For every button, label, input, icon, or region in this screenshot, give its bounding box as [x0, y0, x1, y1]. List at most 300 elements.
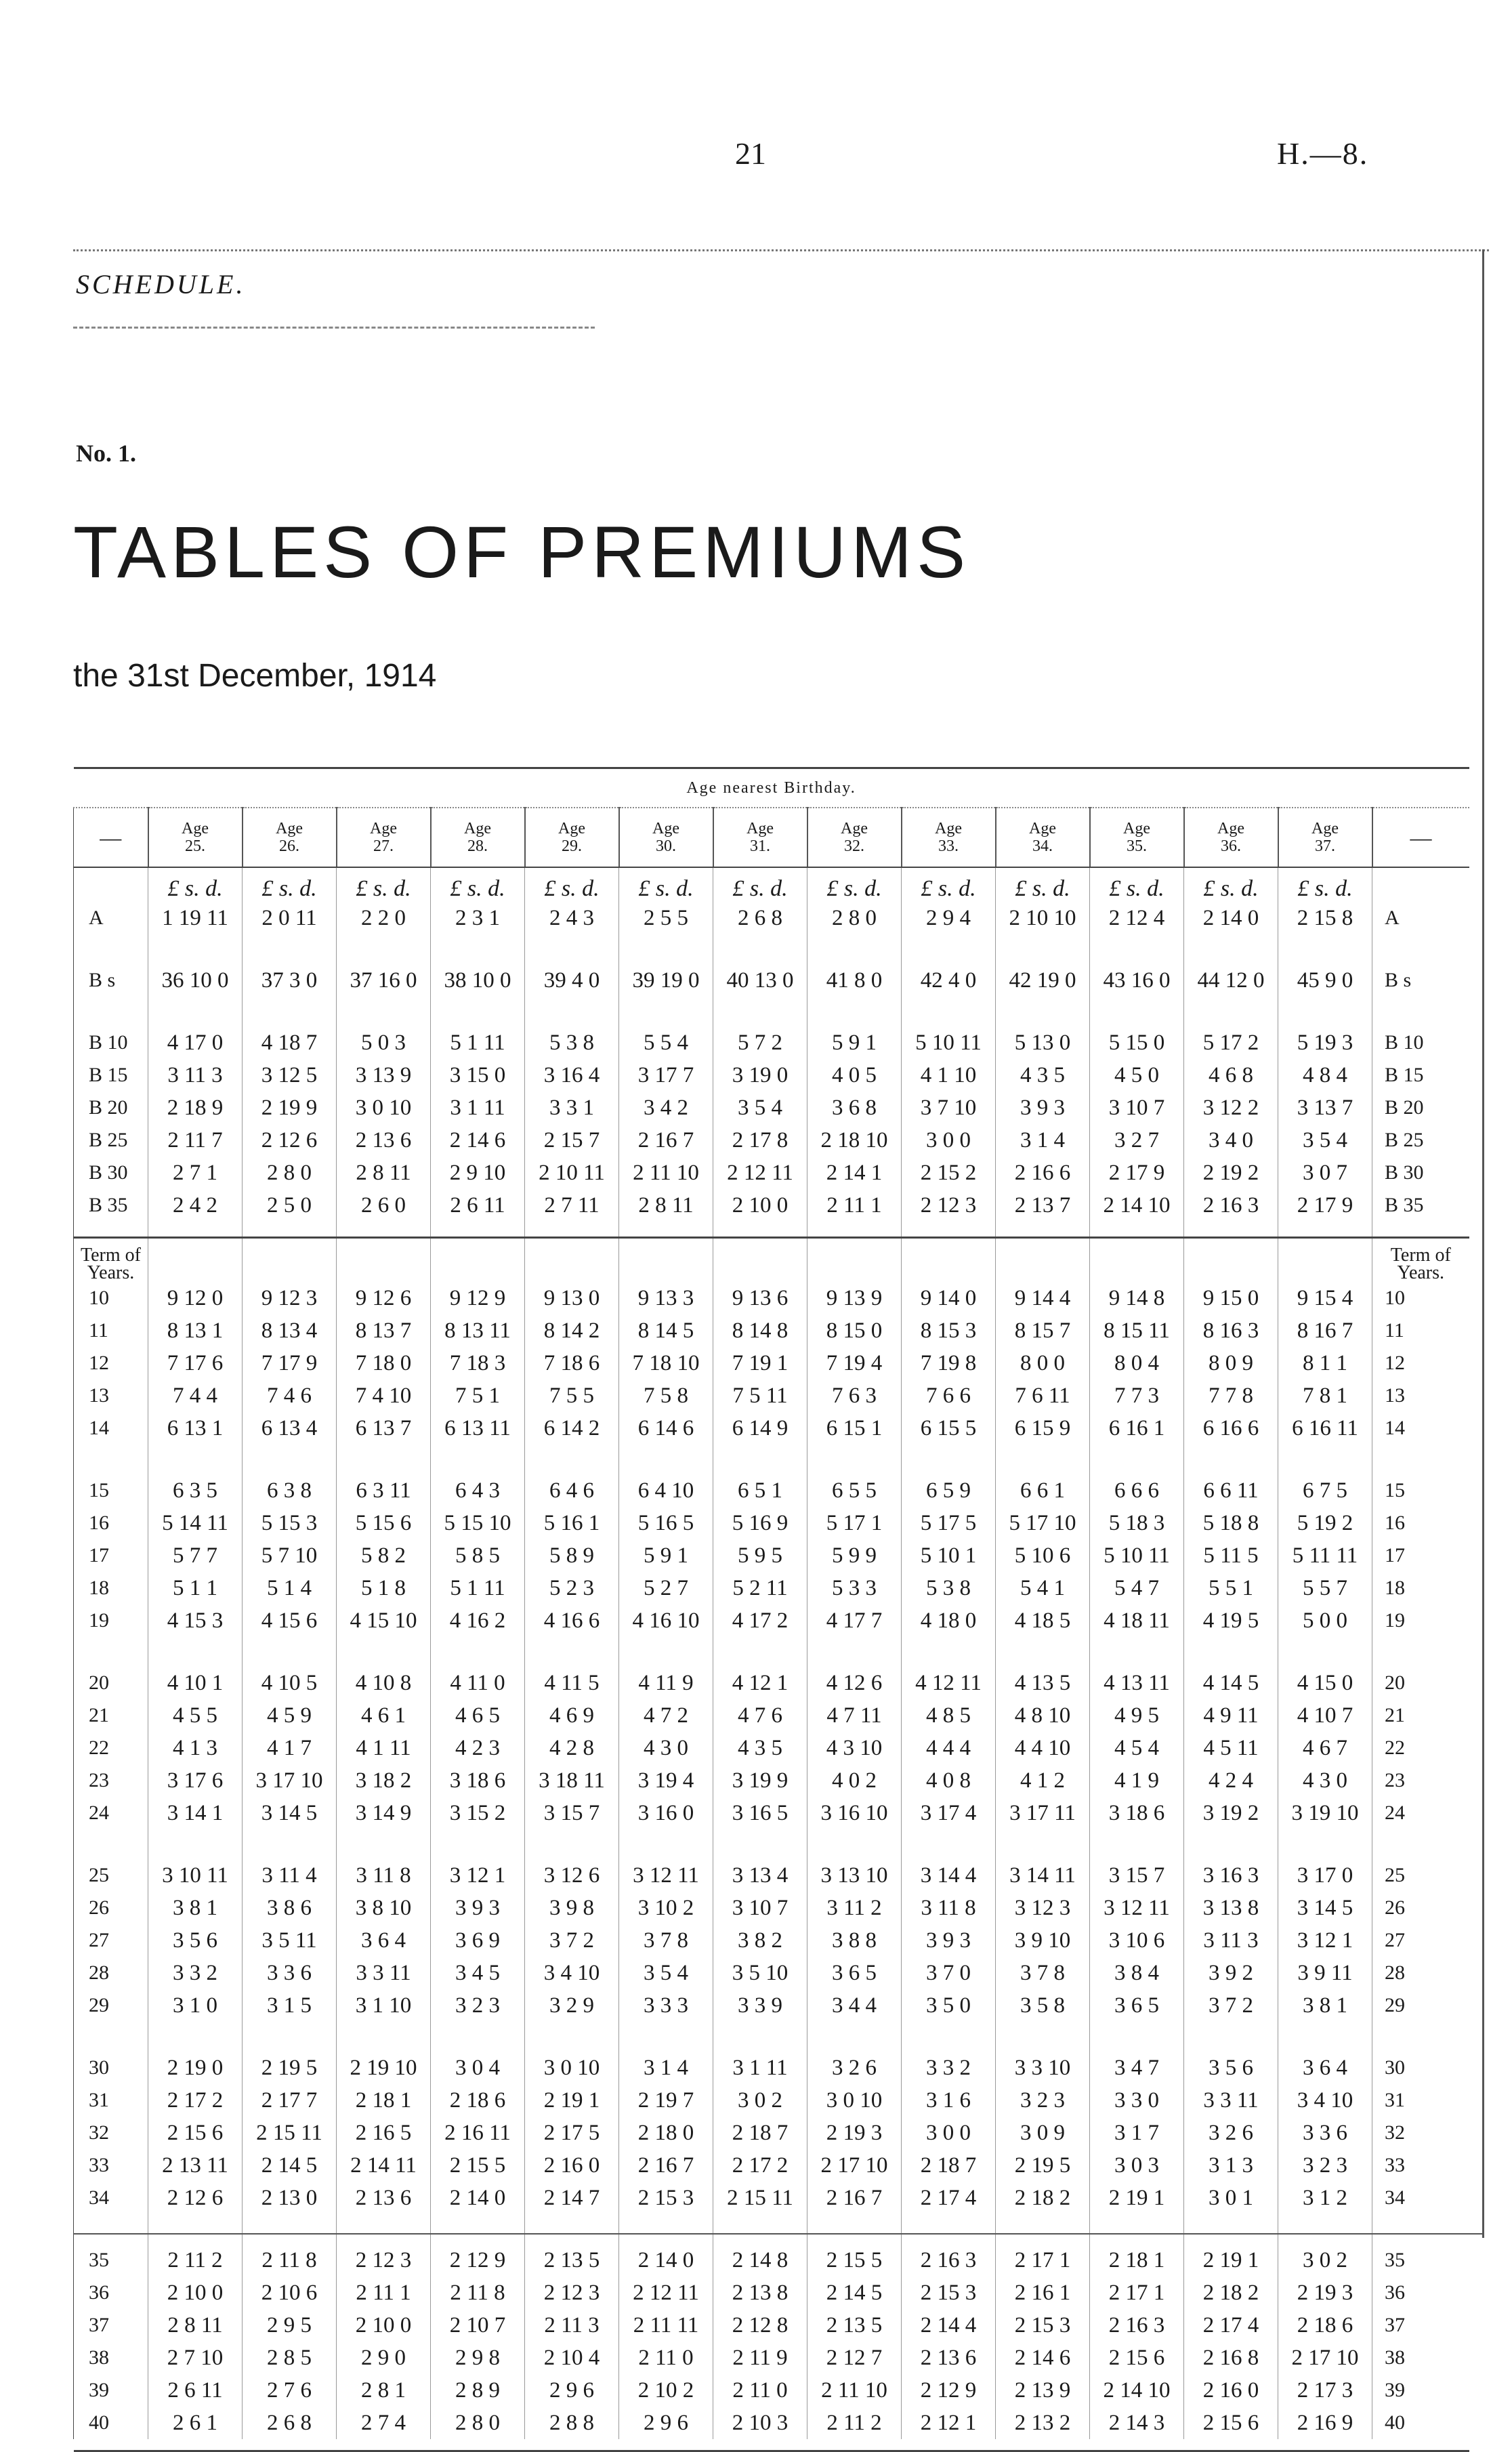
premium-value: 4 4 4: [902, 1732, 996, 1764]
premium-value: 4 14 5: [1184, 1667, 1278, 1699]
premium-value: 2 18 1: [337, 2084, 431, 2117]
premium-value: 3 11 3: [1184, 1924, 1278, 1957]
blank-cell: [1184, 2439, 1278, 2451]
premium-value: 3 3 6: [243, 1957, 337, 1989]
premium-value: 3 18 11: [525, 1764, 619, 1797]
premium-value: 2 9 0: [337, 2342, 431, 2374]
premium-value: 4 1 10: [902, 1059, 996, 1092]
premium-value: 2 7 4: [337, 2407, 431, 2439]
term-years-right: 32: [1372, 2117, 1469, 2149]
premium-row: [74, 902, 1469, 934]
premium-value: 2 18 6: [1278, 2309, 1372, 2342]
blank-cell: [148, 2439, 243, 2451]
blank-cell: [1278, 934, 1372, 964]
premium-value: 2 15 6: [1184, 2407, 1278, 2439]
premium-value: 3 3 9: [713, 1989, 807, 2022]
premium-value: 2 14 7: [525, 2182, 619, 2214]
premium-value: 9 15 4: [1278, 1282, 1372, 1314]
blank-cell: [996, 934, 1090, 964]
age-header-value: 33.: [938, 837, 959, 855]
premium-value: 42 4 0: [902, 964, 996, 997]
premium-value: 4 16 2: [431, 1604, 525, 1637]
blank-cell: [243, 1445, 337, 1474]
premium-value: 2 10 0: [713, 1189, 807, 1222]
blank-cell: [1372, 1829, 1469, 1859]
premium-value: 2 5 0: [243, 1189, 337, 1222]
blank-cell: [1372, 1637, 1469, 1667]
premium-value: 2 7 11: [525, 1189, 619, 1222]
premium-value: 6 16 11: [1278, 1412, 1372, 1445]
blank-cell: [807, 2022, 902, 2052]
premium-value: 6 15 9: [996, 1412, 1090, 1445]
blank-cell: [431, 1445, 525, 1474]
premium-value: 1 19 11: [148, 902, 243, 934]
premium-value: 4 17 2: [713, 1604, 807, 1637]
blank-cell: [1372, 2214, 1469, 2244]
premium-value: 7 19 8: [902, 1347, 996, 1379]
age-column-header: [713, 808, 807, 867]
blank-cell: [902, 1637, 996, 1667]
blank-cell: [1184, 1445, 1278, 1474]
currency-header-row: [74, 867, 1469, 902]
term-years-right: 15: [1372, 1474, 1469, 1507]
premium-value: 2 18 9: [148, 1092, 243, 1124]
premium-value: 8 0 0: [996, 1347, 1090, 1379]
blank-cell: [525, 997, 619, 1026]
premium-value: 3 6 4: [337, 1924, 431, 1957]
blank-cell: [713, 1445, 807, 1474]
currency-units-label: £ s. d.: [902, 867, 996, 902]
blank-cell: [713, 2022, 807, 2052]
age-header-value: 26.: [279, 837, 299, 855]
premium-value: 3 15 7: [525, 1797, 619, 1829]
premium-value: 2 16 6: [996, 1157, 1090, 1189]
term-years-right: 18: [1372, 1572, 1469, 1604]
premium-value: 5 18 8: [1184, 1507, 1278, 1539]
premium-value: 7 4 4: [148, 1379, 243, 1412]
premium-value: 43 16 0: [1090, 964, 1184, 997]
term-years: 31: [74, 2084, 148, 2117]
blank-cell: [1090, 2022, 1184, 2052]
blank-cell: [525, 2439, 619, 2451]
premium-value: 3 9 8: [525, 1892, 619, 1924]
premium-value: 3 7 2: [525, 1924, 619, 1957]
premium-value: 2 2 0: [337, 902, 431, 934]
premium-value: 2 16 1: [996, 2277, 1090, 2309]
blank-cell: [1184, 934, 1278, 964]
row-label: A: [74, 902, 148, 934]
premium-value: 5 8 9: [525, 1539, 619, 1572]
premium-value: 4 15 6: [243, 1604, 337, 1637]
premium-value: 3 5 6: [148, 1924, 243, 1957]
premium-value: 2 14 10: [1090, 2374, 1184, 2407]
premium-value: 3 18 2: [337, 1764, 431, 1797]
premium-value: 9 12 6: [337, 1282, 431, 1314]
premium-value: 4 5 4: [1090, 1732, 1184, 1764]
premium-value: 4 7 6: [713, 1699, 807, 1732]
term-years-right: 37: [1372, 2309, 1469, 2342]
term-years: 24: [74, 1797, 148, 1829]
premium-value: 2 17 5: [525, 2117, 619, 2149]
premium-value: 7 19 4: [807, 1347, 902, 1379]
term-row: [74, 1604, 1469, 1637]
blank-cell: [713, 1637, 807, 1667]
row-label: B 30: [74, 1157, 148, 1189]
premium-value: 2 11 1: [337, 2277, 431, 2309]
premium-value: 44 12 0: [1184, 964, 1278, 997]
blank-cell: [1278, 997, 1372, 1026]
premium-value: 3 1 4: [619, 2052, 713, 2084]
term-years: 21: [74, 1699, 148, 1732]
blank-cell: [148, 1829, 243, 1859]
blank-cell: [1184, 997, 1278, 1026]
term-years-right: 24: [1372, 1797, 1469, 1829]
premium-value: 6 15 5: [902, 1412, 996, 1445]
blank-cell: [74, 1637, 148, 1667]
premium-value: 3 19 2: [1184, 1797, 1278, 1829]
term-row: [74, 1957, 1469, 1989]
term-years: 35: [74, 2244, 148, 2277]
term-years-right: 12: [1372, 1347, 1469, 1379]
premium-value: 8 14 8: [713, 1314, 807, 1347]
premium-value: 4 15 0: [1278, 1667, 1372, 1699]
premium-value: 3 19 9: [713, 1764, 807, 1797]
premium-value: 4 10 7: [1278, 1699, 1372, 1732]
premium-value: 2 10 0: [148, 2277, 243, 2309]
premium-value: 3 3 2: [902, 2052, 996, 2084]
premium-value: 3 4 7: [1090, 2052, 1184, 2084]
blank-cell: [619, 1238, 713, 1283]
term-row: [74, 2052, 1469, 2084]
premium-value: 3 15 2: [431, 1797, 525, 1829]
premium-value: 2 6 0: [337, 1189, 431, 1222]
premium-value: 2 13 7: [996, 1189, 1090, 1222]
blank-cell: [1372, 934, 1469, 964]
term-years: 26: [74, 1892, 148, 1924]
premium-value: 2 19 10: [337, 2052, 431, 2084]
premium-value: 2 12 4: [1090, 902, 1184, 934]
premium-value: 2 10 2: [619, 2374, 713, 2407]
premium-value: 5 9 1: [807, 1026, 902, 1059]
premium-value: 5 8 5: [431, 1539, 525, 1572]
term-years-right: 35: [1372, 2244, 1469, 2277]
premium-value: 2 10 11: [525, 1157, 619, 1189]
premium-value: 7 4 6: [243, 1379, 337, 1412]
blank-cell: [1090, 1445, 1184, 1474]
premium-value: 3 1 2: [1278, 2182, 1372, 2214]
premium-value: 2 8 5: [243, 2342, 337, 2374]
premium-value: 2 13 5: [807, 2309, 902, 2342]
premium-value: 8 15 0: [807, 1314, 902, 1347]
term-years: 23: [74, 1764, 148, 1797]
premium-value: 3 7 2: [1184, 1989, 1278, 2022]
blank-cell: [148, 2214, 243, 2244]
premium-value: 2 19 9: [243, 1092, 337, 1124]
premium-value: 4 6 7: [1278, 1732, 1372, 1764]
term-years: 29: [74, 1989, 148, 2022]
blank-cell: [74, 997, 148, 1026]
blank-cell: [1278, 1829, 1372, 1859]
premium-value: 5 16 1: [525, 1507, 619, 1539]
blank-cell: [807, 2439, 902, 2451]
premium-value: 5 19 3: [1278, 1026, 1372, 1059]
premium-value: 4 0 8: [902, 1764, 996, 1797]
blank-cell: [1372, 1445, 1469, 1474]
blank-cell: [619, 2439, 713, 2451]
premium-value: 3 1 4: [996, 1124, 1090, 1157]
blank-cell: [902, 1238, 996, 1283]
premium-value: 7 6 11: [996, 1379, 1090, 1412]
premium-value: 3 2 9: [525, 1989, 619, 2022]
premium-value: 2 8 9: [431, 2374, 525, 2407]
blank-cell: [619, 1637, 713, 1667]
premium-value: 9 14 0: [902, 1282, 996, 1314]
premium-value: 7 5 1: [431, 1379, 525, 1412]
premium-value: 7 19 1: [713, 1347, 807, 1379]
premium-value: 7 6 3: [807, 1379, 902, 1412]
premium-value: 3 4 5: [431, 1957, 525, 1989]
premium-value: 5 10 6: [996, 1539, 1090, 1572]
premium-value: 4 8 5: [902, 1699, 996, 1732]
premium-value: 2 14 8: [713, 2244, 807, 2277]
premium-value: 2 4 2: [148, 1189, 243, 1222]
page-subtitle: the 31st December, 1914: [73, 658, 437, 694]
premium-value: 7 18 6: [525, 1347, 619, 1379]
term-years: 32: [74, 2117, 148, 2149]
premium-value: 39 4 0: [525, 964, 619, 997]
premium-value: 3 11 2: [807, 1892, 902, 1924]
premium-value: 3 0 0: [902, 1124, 996, 1157]
premium-value: 2 16 3: [1184, 1189, 1278, 1222]
premium-value: 3 7 10: [902, 1092, 996, 1124]
premium-value: 3 1 5: [243, 1989, 337, 2022]
blank-cell: [1090, 997, 1184, 1026]
premium-value: 5 10 11: [1090, 1539, 1184, 1572]
premium-value: 2 18 10: [807, 1124, 902, 1157]
premium-value: 9 13 3: [619, 1282, 713, 1314]
premium-value: 2 15 5: [431, 2149, 525, 2182]
blank-cell: [1184, 2022, 1278, 2052]
term-years: 18: [74, 1572, 148, 1604]
premium-value: 4 13 5: [996, 1667, 1090, 1699]
premium-value: 3 10 7: [713, 1892, 807, 1924]
premium-value: 2 18 0: [619, 2117, 713, 2149]
premium-value: 9 14 4: [996, 1282, 1090, 1314]
term-row: [74, 2277, 1469, 2309]
premium-value: 5 0 3: [337, 1026, 431, 1059]
premium-value: 3 2 6: [807, 2052, 902, 2084]
blank-cell: [807, 1445, 902, 1474]
premium-value: 3 19 0: [713, 1059, 807, 1092]
premium-value: 3 9 3: [902, 1924, 996, 1957]
term-row: [74, 2309, 1469, 2342]
premium-value: 3 8 2: [713, 1924, 807, 1957]
premium-value: 6 13 11: [431, 1412, 525, 1445]
premium-value: 2 13 6: [337, 2182, 431, 2214]
premium-value: 5 7 10: [243, 1539, 337, 1572]
age-header-label: Age: [841, 820, 868, 837]
premium-value: 5 17 10: [996, 1507, 1090, 1539]
premium-value: 2 3 1: [431, 902, 525, 934]
premium-value: 3 13 8: [1184, 1892, 1278, 1924]
row-label: B 25: [74, 1124, 148, 1157]
premium-value: 3 2 6: [1184, 2117, 1278, 2149]
premium-value: 4 3 0: [1278, 1764, 1372, 1797]
premium-value: 4 11 9: [619, 1667, 713, 1699]
premium-value: 4 3 0: [619, 1732, 713, 1764]
premium-value: 2 6 8: [713, 902, 807, 934]
premium-value: 2 14 0: [619, 2244, 713, 2277]
blank-cell: [619, 1445, 713, 1474]
age-column-header: [807, 808, 902, 867]
premium-value: 2 17 2: [148, 2084, 243, 2117]
premium-value: 2 16 9: [1278, 2407, 1372, 2439]
blank-cell: [996, 997, 1090, 1026]
premium-value: 3 14 9: [337, 1797, 431, 1829]
premium-value: 2 15 2: [902, 1157, 996, 1189]
premium-value: 6 3 8: [243, 1474, 337, 1507]
row-label-right: B 35: [1372, 1189, 1469, 1222]
header-dash-left: —: [74, 808, 148, 867]
term-years: 28: [74, 1957, 148, 1989]
group-gap: [74, 1445, 1469, 1474]
premium-value: 4 10 1: [148, 1667, 243, 1699]
premium-value: 5 3 3: [807, 1572, 902, 1604]
term-years: 37: [74, 2309, 148, 2342]
premium-value: 4 8 4: [1278, 1059, 1372, 1092]
row-label-right: B 15: [1372, 1059, 1469, 1092]
blank-cell: [996, 1637, 1090, 1667]
row-label: B s: [74, 964, 148, 997]
premium-value: 2 6 8: [243, 2407, 337, 2439]
term-row: [74, 2342, 1469, 2374]
premium-value: 3 17 10: [243, 1764, 337, 1797]
term-row: [74, 1539, 1469, 1572]
blank-cell: [713, 1829, 807, 1859]
premium-value: 4 13 11: [1090, 1667, 1184, 1699]
blank-cell: [337, 2022, 431, 2052]
premium-value: 2 12 6: [148, 2182, 243, 2214]
premium-value: 2 12 9: [902, 2374, 996, 2407]
blank-cell: [807, 997, 902, 1026]
blank-cell: [243, 2022, 337, 2052]
premium-value: 6 5 5: [807, 1474, 902, 1507]
blank-cell: [807, 1637, 902, 1667]
term-years: 34: [74, 2182, 148, 2214]
age-column-header: [243, 808, 337, 867]
premium-value: 3 9 2: [1184, 1957, 1278, 1989]
premium-value: 4 17 0: [148, 1026, 243, 1059]
premium-value: 3 13 7: [1278, 1092, 1372, 1124]
premium-value: 2 19 7: [619, 2084, 713, 2117]
premium-value: 6 6 11: [1184, 1474, 1278, 1507]
blank-cell: [431, 1637, 525, 1667]
term-row: [74, 1412, 1469, 1445]
premium-value: 2 19 3: [1278, 2277, 1372, 2309]
premium-value: 2 0 11: [243, 902, 337, 934]
term-years: 39: [74, 2374, 148, 2407]
premium-value: 3 14 11: [996, 1859, 1090, 1892]
premium-value: 3 3 0: [1090, 2084, 1184, 2117]
premium-value: 3 13 4: [713, 1859, 807, 1892]
premium-value: 4 6 5: [431, 1699, 525, 1732]
premium-value: 3 3 3: [619, 1989, 713, 2022]
age-column-header: [902, 808, 996, 867]
term-row: [74, 2117, 1469, 2149]
premium-value: 3 10 6: [1090, 1924, 1184, 1957]
premium-value: 9 14 8: [1090, 1282, 1184, 1314]
premium-value: 2 15 5: [807, 2244, 902, 2277]
premium-value: 8 0 9: [1184, 1347, 1278, 1379]
premium-value: 2 5 5: [619, 902, 713, 934]
top-rule: [73, 249, 1489, 251]
age-column-header: [996, 808, 1090, 867]
premium-value: 5 15 3: [243, 1507, 337, 1539]
premium-value: 3 13 10: [807, 1859, 902, 1892]
group-gap: [74, 1829, 1469, 1859]
premium-value: 4 16 6: [525, 1604, 619, 1637]
premium-value: 4 1 3: [148, 1732, 243, 1764]
blank-cell: [525, 1238, 619, 1283]
table-number: No. 1.: [76, 440, 136, 467]
premium-value: 2 9 4: [902, 902, 996, 934]
term-row: [74, 1347, 1469, 1379]
row-label-right: B 25: [1372, 1124, 1469, 1157]
premium-value: 4 12 11: [902, 1667, 996, 1699]
premium-value: 5 9 9: [807, 1539, 902, 1572]
row-label: B 35: [74, 1189, 148, 1222]
blank-cell: [902, 934, 996, 964]
age-header-label: Age: [1029, 820, 1056, 837]
premium-value: 9 13 9: [807, 1282, 902, 1314]
premium-value: 4 19 5: [1184, 1604, 1278, 1637]
premium-value: 5 17 1: [807, 1507, 902, 1539]
premium-value: 4 3 10: [807, 1732, 902, 1764]
blank-cell: [713, 1238, 807, 1283]
premium-value: 2 18 7: [902, 2149, 996, 2182]
blank-cell: [243, 2439, 337, 2451]
premium-value: 2 19 5: [996, 2149, 1090, 2182]
premium-value: 2 10 4: [525, 2342, 619, 2374]
premium-value: 2 13 6: [902, 2342, 996, 2374]
premium-value: 5 1 11: [431, 1026, 525, 1059]
premium-value: 4 1 11: [337, 1732, 431, 1764]
term-years: 13: [74, 1379, 148, 1412]
premium-value: 3 12 11: [619, 1859, 713, 1892]
premium-value: 5 5 7: [1278, 1572, 1372, 1604]
age-header-label: Age: [1123, 820, 1150, 837]
term-years: 22: [74, 1732, 148, 1764]
premium-value: 3 11 4: [243, 1859, 337, 1892]
schedule-label: SCHEDULE.: [76, 269, 246, 299]
premium-value: 2 18 7: [713, 2117, 807, 2149]
term-years: 10: [74, 1282, 148, 1314]
blank-cell: [1372, 867, 1469, 902]
blank-cell: [74, 1829, 148, 1859]
premium-value: 3 2 3: [996, 2084, 1090, 2117]
premium-value: 3 4 4: [807, 1989, 902, 2022]
blank-cell: [337, 934, 431, 964]
term-years-right: 14: [1372, 1412, 1469, 1445]
premium-value: 5 3 8: [902, 1572, 996, 1604]
term-row: [74, 1314, 1469, 1347]
term-years-right: 21: [1372, 1699, 1469, 1732]
blank-cell: [337, 1637, 431, 1667]
premium-value: 2 19 0: [148, 2052, 243, 2084]
row-label-right: B s: [1372, 964, 1469, 997]
premium-value: 4 3 5: [996, 1059, 1090, 1092]
premium-value: 2 9 6: [525, 2374, 619, 2407]
